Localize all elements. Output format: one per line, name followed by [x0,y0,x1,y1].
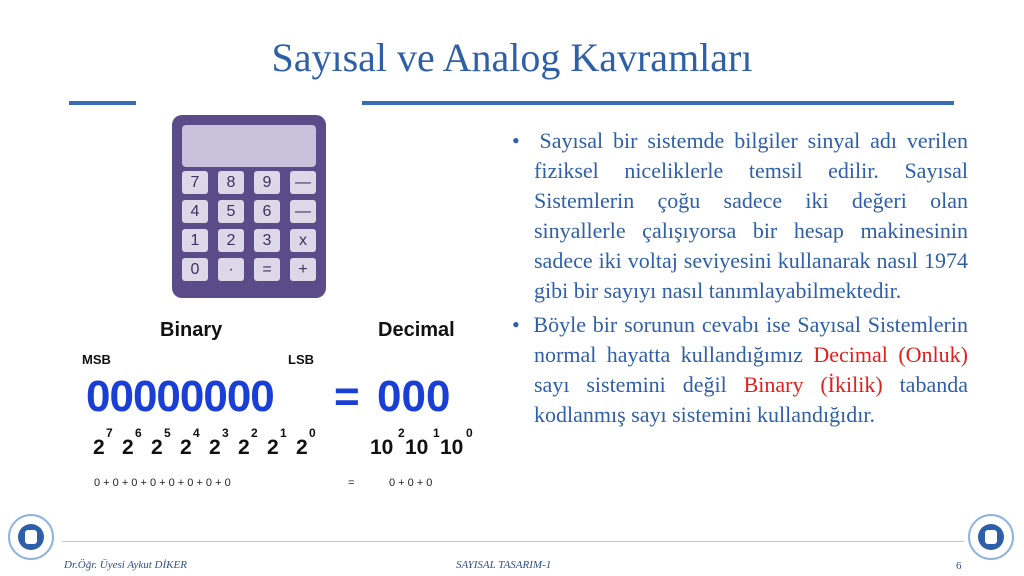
calculator-screen [182,125,316,167]
calculator-key: — [290,200,316,223]
footer-divider [62,541,964,542]
highlight-decimal: Decimal (Onluk) [813,342,968,367]
calculator-key: 6 [254,200,280,223]
page-number: 6 [956,560,962,572]
bullet-text: sayı sistemini değil [534,372,744,397]
decimal-exponent: 1 [433,426,440,440]
binary-base: 2 [93,436,105,459]
footer-course: SAYISAL TASARIM-1 [456,559,552,571]
university-logo-right [968,514,1014,560]
binary-exponent: 1 [280,426,287,440]
equals-sign: = [334,372,360,421]
decimal-digits: 000 [377,372,451,421]
msb-label: MSB [82,352,111,367]
decimal-base: 10 [440,436,464,459]
binary-base: 2 [296,436,308,459]
footer-author: Dr.Öğr. Üyesi Aykut DİKER [64,559,187,571]
calculator-key: 2 [218,229,244,252]
calculator-key: 4 [182,200,208,223]
calculator-key: 0 [182,258,208,281]
binary-exponent: 3 [222,426,229,440]
university-logo-left [8,514,54,560]
binary-header: Binary [160,319,223,341]
bullet-item: • Böyle bir sorunun cevabı ise Sayısal Sistemlerin normal hayatta kullandığımız Decimal (Onluk) sayı sistemini değil Binary (İkilik) tabanda kodlanmış sayı sistemini kullandığıdır. [512,312,968,427]
sum-equals: = [348,477,355,489]
calculator-key: 9 [254,171,280,194]
binary-sum: 0 + 0 + 0 + 0 + 0 + 0 + 0 + 0 [94,477,231,489]
decimal-exponent: 0 [466,426,473,440]
binary-base: 2 [151,436,163,459]
binary-exponent: 0 [309,426,316,440]
decimal-base: 10 [370,436,394,459]
bullet-item: • Sayısal bir sistemde bilgiler sinyal adı verilen fiziksel niceliklerle temsil edilir. Sayısal Sistemlerin çoğu sadece iki değeri olan sinyallerle çalışıyorsa bir hesap makinesinin sadece iki voltaj seviyesini kullanarak nasıl 1974 gibi bir sayıyı nasıl tanımlayabilmektedir. [512,128,969,303]
decimal-header: Decimal [378,319,455,341]
binary-exponent: 5 [164,426,171,440]
highlight-binary: Binary (İkilik) [743,372,883,397]
calculator-key: — [290,171,316,194]
binary-exponent: 7 [106,426,113,440]
calculator-key: x [290,229,316,252]
bullet-text: tabanda kodlanmış sayı sistemini kullandığıdır. [534,372,968,427]
bullet-text: Sayısal bir sistemde bilgiler sinyal adı verilen fiziksel niceliklerle temsil edilir. Sayısal Sistemlerin çoğu sadece iki değeri olan sinyallerle çalışıyorsa bir hesap makinesinin sadece iki voltaj seviyesini kullanarak nasıl 1974 gibi bir sayıyı nasıl tanımlayabilmektedir. [534,128,969,303]
title-rule-left [69,101,136,105]
calculator-key: 3 [254,229,280,252]
calculator-key: = [254,258,280,281]
calculator-illustration [172,115,326,298]
calculator-key: 7 [182,171,208,194]
calculator-key: 8 [218,171,244,194]
title-rule-right [362,101,954,105]
bullet-list [512,126,968,434]
calculator-key: 1 [182,229,208,252]
calculator-key: + [290,258,316,281]
calculator-key: 5 [218,200,244,223]
lsb-label: LSB [288,352,314,367]
decimal-sum: 0 + 0 + 0 [389,477,433,489]
binary-exponent: 4 [193,426,200,440]
binary-exponent: 2 [251,426,258,440]
binary-base: 2 [267,436,279,459]
binary-base: 2 [209,436,221,459]
bullet-text: Böyle bir sorunun cevabı ise Sayısal Sistemlerin normal hayatta kullandığımız [533,312,968,367]
decimal-base: 10 [405,436,429,459]
calculator-key: · [218,258,244,281]
binary-base: 2 [238,436,250,459]
slide-title: Sayısal ve Analog Kavramları [271,35,753,80]
binary-base: 2 [180,436,192,459]
binary-exponent: 6 [135,426,142,440]
decimal-exponent: 2 [398,426,405,440]
binary-digits: 00000000 [86,372,274,421]
binary-base: 2 [122,436,134,459]
